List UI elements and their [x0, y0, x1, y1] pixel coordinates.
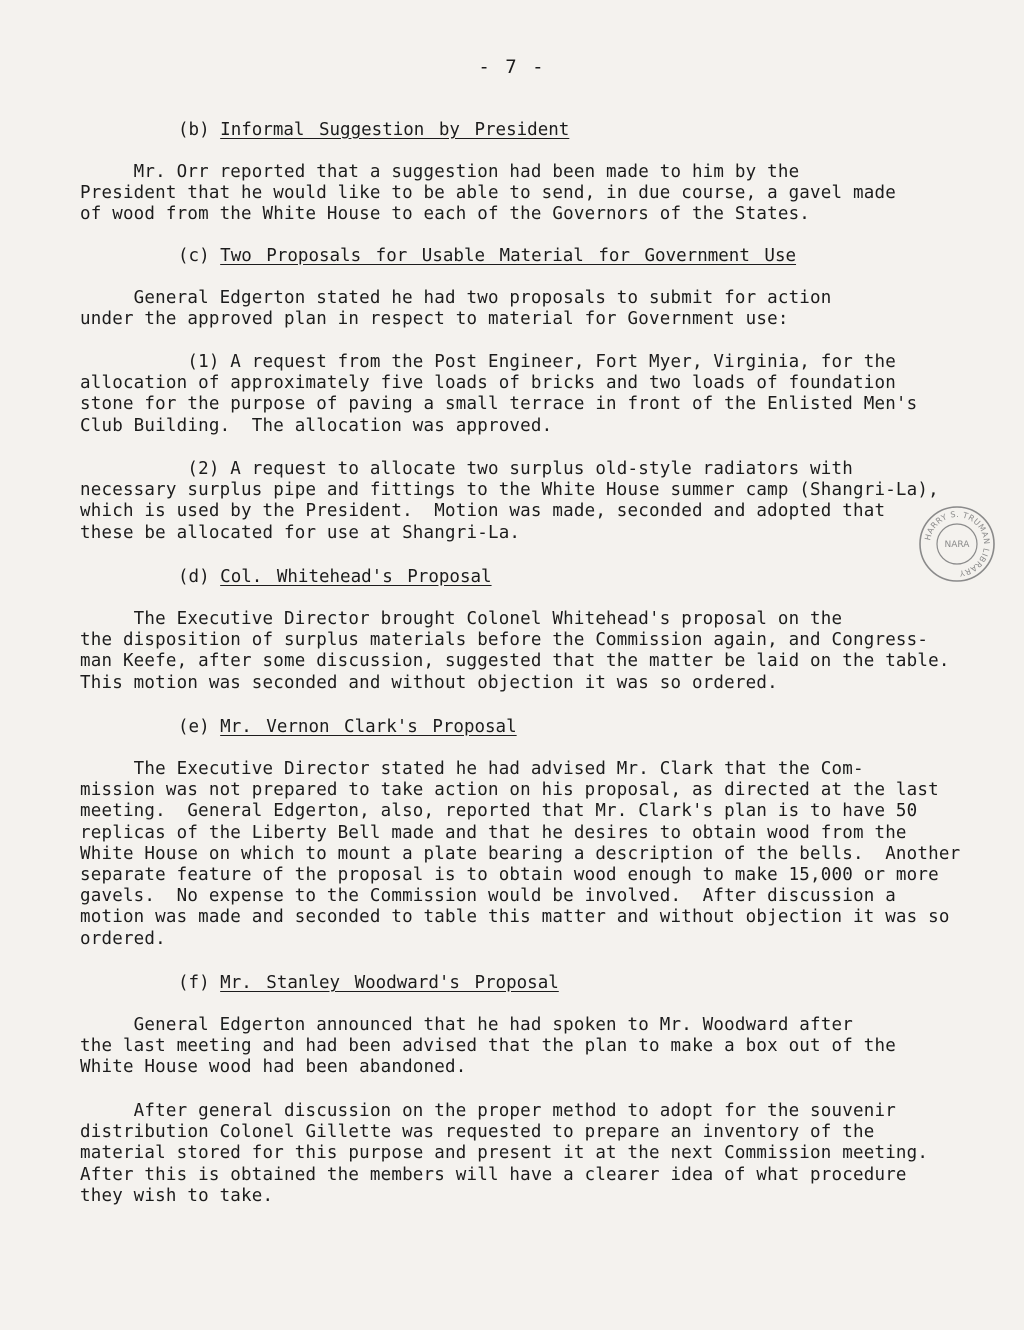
section-c-paragraph-3: (2) A request to allocate two surplus old-style radiators with necessary surplus pipe and fittings to the White House summer camp (Shangri-La), which is used by the President. Motion was made, seconded and adopted that these be allocated for use at Shangri-La.: [80, 459, 939, 543]
section-b-title: Informal Suggestion by President: [220, 120, 570, 140]
section-d-paragraph-1: The Executive Director brought Colonel Whitehead's proposal on the the disposition of surplus materials before the Commission again, and Congress- man Keefe, after some discussion, suggested that the matter be laid on the table. This motion was seconded and without objection it was so ordered.: [80, 609, 950, 693]
section-f-heading: [178, 973, 559, 993]
section-b-heading: [178, 120, 569, 140]
section-c-label: (c): [178, 246, 210, 266]
section-f-paragraph-2: After general discussion on the proper method to adopt for the souvenir distribution Colonel Gillette was requested to prepare an inventory of the material stored for this purpose and present it at the next Commission meeting. After this is obtained the members will have a clearer idea of what procedure they wish to take.: [80, 1101, 929, 1206]
section-c-paragraph-2: (1) A request from the Post Engineer, Fort Myer, Virginia, for the allocation of approximately five loads of bricks and two loads of foundation stone for the purpose of paving a small terrace in front of the Enlisted Men's Club Building. The allocation was approved.: [80, 352, 918, 436]
section-c-heading: [178, 246, 796, 266]
section-d-label: (d): [178, 567, 210, 587]
section-e-heading: [178, 717, 517, 737]
section-e-title: Mr. Vernon Clark's Proposal: [220, 717, 517, 737]
stamp-inner-text: NARA: [944, 540, 970, 550]
section-f-paragraph-1: General Edgerton announced that he had spoken to Mr. Woodward after the last meeting and had been advised that the plan to make a box out of the White House wood had been abandoned.: [80, 1015, 896, 1078]
section-e-label: (e): [178, 717, 210, 737]
section-d-title: Col. Whitehead's Proposal: [220, 567, 492, 587]
section-c-title: Two Proposals for Usable Material for Government Use: [220, 246, 797, 266]
library-stamp-icon: [918, 505, 996, 583]
stamp-outer-text: HARRY S. TRUMAN LIBRARY: [923, 509, 992, 578]
section-f-title: Mr. Stanley Woodward's Proposal: [220, 973, 559, 993]
section-d-heading: [178, 567, 492, 587]
section-b-paragraph-1: Mr. Orr reported that a suggestion had been made to him by the President that he would like to be able to send, in due course, a gavel made of wood from the White House to each of the Governors of the States.: [80, 162, 896, 225]
section-e-paragraph-1: The Executive Director stated he had advised Mr. Clark that the Com- mission was not prepared to take action on his proposal, as directed at the last meeting. General Edgerton, also, reported that Mr. Clark's plan is to have 50 replicas of the Liberty Bell made and that he desires to obtain wood from the White House on which to mount a plate bearing a description of the bells. Another separate feature of the proposal is to obtain wood enough to make 15,000 or more gavels. No expense to the Commission would be involved. After discussion a motion was made and seconded to table this matter and without objection it was so ordered.: [80, 759, 961, 949]
section-b-label: (b): [178, 120, 210, 140]
page-number: - 7 -: [478, 56, 546, 78]
section-c-paragraph-1: General Edgerton stated he had two proposals to submit for action under the approved plan in respect to material for Government use:: [80, 288, 832, 330]
section-f-label: (f): [178, 973, 210, 993]
